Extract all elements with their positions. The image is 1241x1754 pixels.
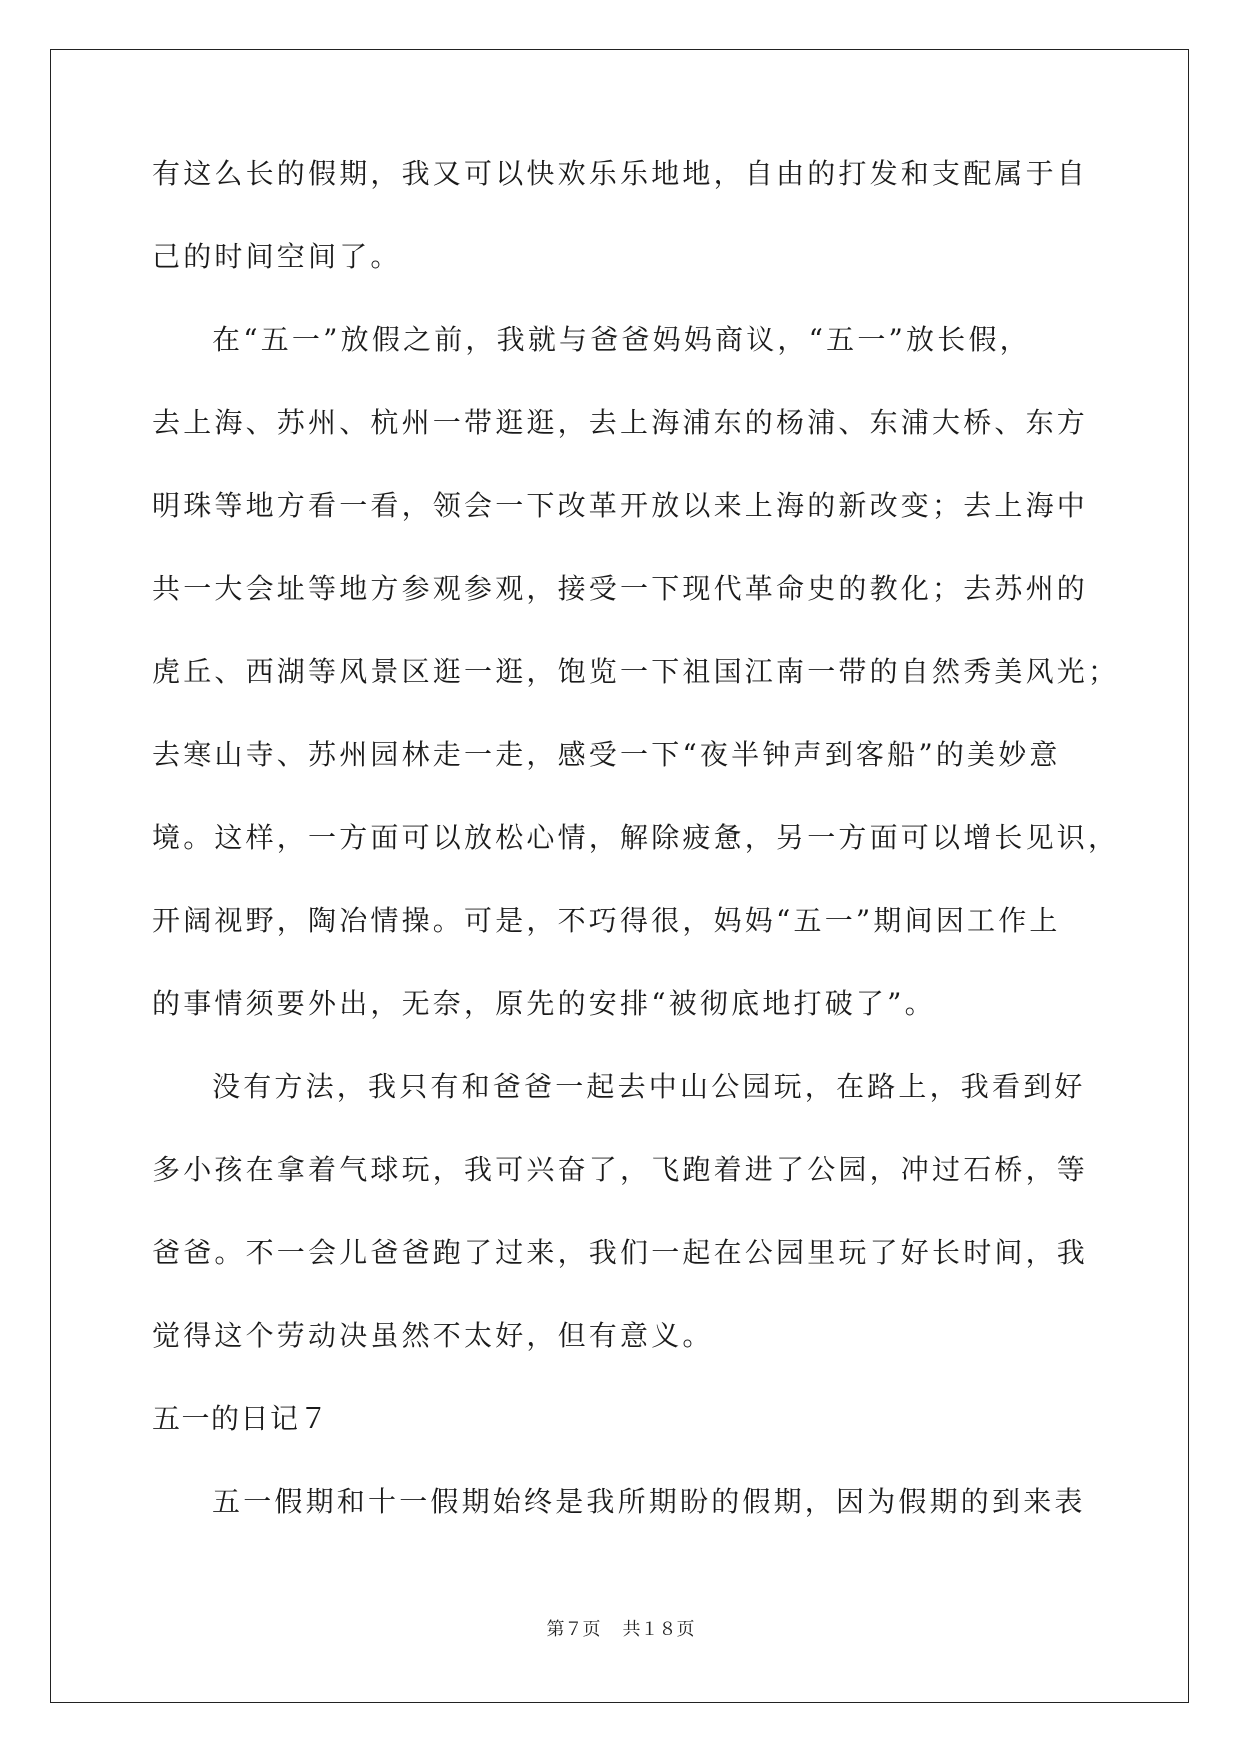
- text-line: 有这么长的假期，我又可以快欢乐乐地地，自由的打发和支配属于自: [152, 157, 1089, 190]
- text-line: 爸爸。不一会儿爸爸跑了过来，我们一起在公园里玩了好长时间，我: [152, 1236, 1089, 1269]
- paragraph-start-line: 五一假期和十一假期始终是我所期盼的假期，因为假期的到来表: [212, 1485, 1086, 1518]
- page-number: 第７页: [546, 1619, 601, 1640]
- text-line: 去寒山寺、苏州园林走一走，感受一下“夜半钟声到客船”的美妙意: [152, 738, 1061, 771]
- text-line: 己的时间空间了。: [152, 240, 402, 273]
- text-line: 开阔视野，陶冶情操。可是，不巧得很，妈妈“五一”期间因工作上: [152, 904, 1061, 937]
- text-line: 虎丘、西湖等风景区逛一逛，饱览一下祖国江南一带的自然秀美风光；: [152, 655, 1120, 688]
- text-line: 去上海、苏州、杭州一带逛逛，去上海浦东的杨浦、东浦大桥、东方: [152, 406, 1089, 439]
- text-line: 共一大会址等地方参观参观，接受一下现代革命史的教化；去苏州的: [152, 572, 1089, 605]
- text-line: 多小孩在拿着气球玩，我可兴奋了，飞跑着进了公园，冲过石桥，等: [152, 1153, 1089, 1186]
- document-body: [152, 157, 1120, 1571]
- text-line: 明珠等地方看一看，领会一下改革开放以来上海的新改变；去上海中: [152, 489, 1089, 522]
- text-line: 的事情须要外出，无奈，原先的安排“被彻底地打破了”。: [152, 987, 936, 1020]
- paragraph-start-line: 在“五一”放假之前，我就与爸爸妈妈商议，“五一”放长假，: [212, 323, 1031, 356]
- section-heading: 五一的日记７: [152, 1402, 330, 1435]
- paragraph-start-line: 没有方法，我只有和爸爸一起去中山公园玩，在路上，我看到好: [212, 1070, 1086, 1103]
- text-line: 境。这样，一方面可以放松心情，解除疲惫，另一方面可以增长见识，: [152, 821, 1120, 854]
- page-total: 共１８页: [622, 1619, 695, 1640]
- text-line: 觉得这个劳动决虽然不太好，但有意义。: [152, 1319, 714, 1352]
- page-footer: [0, 1615, 1241, 1641]
